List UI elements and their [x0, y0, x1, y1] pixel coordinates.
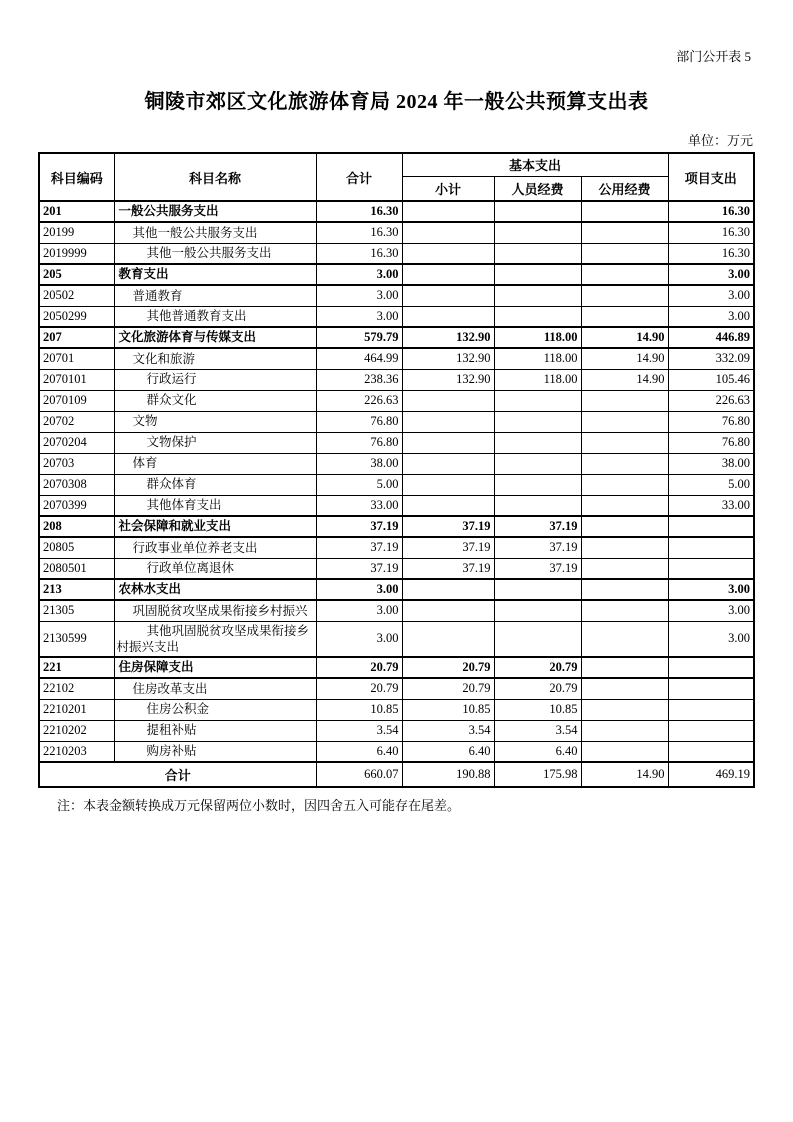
total-cell: 38.00 [316, 453, 402, 474]
code-cell: 201 [39, 201, 114, 222]
table-header [39, 153, 754, 201]
personnel-cell: 20.79 [494, 657, 581, 678]
public-cell: 14.90 [581, 348, 668, 369]
table-row [39, 306, 754, 327]
subtotal-cell [402, 600, 494, 621]
name-cell: 群众体育 [114, 474, 316, 495]
table-row [39, 264, 754, 285]
public-cell [581, 657, 668, 678]
subtotal-cell [402, 243, 494, 264]
project-cell: 33.00 [668, 495, 754, 516]
subtotal-cell: 132.90 [402, 369, 494, 390]
personnel-cell [494, 621, 581, 657]
public-cell [581, 201, 668, 222]
subtotal-cell [402, 579, 494, 600]
table-row [39, 558, 754, 579]
table-row [39, 600, 754, 621]
project-cell [668, 558, 754, 579]
name-cell: 文物保护 [114, 432, 316, 453]
project-cell [668, 516, 754, 537]
code-cell: 207 [39, 327, 114, 348]
subtotal-cell [402, 390, 494, 411]
name-cell: 其他一般公共服务支出 [114, 243, 316, 264]
code-cell: 2070101 [39, 369, 114, 390]
name-cell: 群众文化 [114, 390, 316, 411]
code-cell: 213 [39, 579, 114, 600]
name-cell: 文化和旅游 [114, 348, 316, 369]
subtotal-cell: 3.54 [402, 720, 494, 741]
code-cell: 2070399 [39, 495, 114, 516]
project-cell: 16.30 [668, 201, 754, 222]
table-row [39, 369, 754, 390]
public-cell [581, 516, 668, 537]
personnel-cell: 37.19 [494, 516, 581, 537]
project-cell: 332.09 [668, 348, 754, 369]
personnel-cell [494, 579, 581, 600]
public-cell [581, 411, 668, 432]
name-cell: 行政事业单位养老支出 [114, 537, 316, 558]
table-row [39, 621, 754, 657]
header-name: 科目名称 [114, 153, 316, 201]
unit-label: 单位：万元 [687, 133, 753, 148]
code-cell: 2210203 [39, 741, 114, 762]
subtotal-cell: 10.85 [402, 699, 494, 720]
project-cell [668, 741, 754, 762]
personnel-cell: 37.19 [494, 537, 581, 558]
header-project: 项目支出 [668, 153, 754, 201]
public-cell: 14.90 [581, 369, 668, 390]
name-cell: 住房改革支出 [114, 678, 316, 699]
table-row [39, 537, 754, 558]
public-cell [581, 600, 668, 621]
subtotal-cell [402, 432, 494, 453]
personnel-cell [494, 600, 581, 621]
total-cell: 76.80 [316, 411, 402, 432]
project-cell: 3.00 [668, 579, 754, 600]
total-cell: 5.00 [316, 474, 402, 495]
project-cell: 16.30 [668, 243, 754, 264]
public-cell [581, 474, 668, 495]
header-public: 公用经费 [581, 176, 668, 201]
table-row [39, 678, 754, 699]
table-row [39, 720, 754, 741]
public-cell [581, 453, 668, 474]
header-personnel: 人员经费 [494, 176, 581, 201]
project-cell [668, 678, 754, 699]
project-cell: 226.63 [668, 390, 754, 411]
project-cell: 76.80 [668, 411, 754, 432]
project-cell: 3.00 [668, 264, 754, 285]
header-total: 合计 [316, 153, 402, 201]
total-cell: 226.63 [316, 390, 402, 411]
project-cell: 3.00 [668, 306, 754, 327]
subtotal-cell [402, 264, 494, 285]
code-cell: 2070204 [39, 432, 114, 453]
table-row [39, 432, 754, 453]
header-basic-group: 基本支出 [402, 153, 668, 176]
table-row [39, 348, 754, 369]
table-footer [39, 762, 754, 787]
table-row [39, 453, 754, 474]
total-cell: 464.99 [316, 348, 402, 369]
total-cell: 20.79 [316, 678, 402, 699]
name-cell: 行政单位离退休 [114, 558, 316, 579]
project-cell: 3.00 [668, 600, 754, 621]
personnel-cell [494, 453, 581, 474]
public-cell [581, 432, 668, 453]
name-cell: 巩固脱贫攻坚成果衔接乡村振兴 [114, 600, 316, 621]
code-cell: 205 [39, 264, 114, 285]
code-cell: 2210202 [39, 720, 114, 741]
subtotal-cell: 6.40 [402, 741, 494, 762]
project-cell: 16.30 [668, 222, 754, 243]
name-cell: 文化旅游体育与传媒支出 [114, 327, 316, 348]
total-cell: 10.85 [316, 699, 402, 720]
project-cell [668, 537, 754, 558]
project-cell [668, 699, 754, 720]
public-cell [581, 558, 668, 579]
public-cell [581, 720, 668, 741]
subtotal-cell [402, 621, 494, 657]
table-row [39, 327, 754, 348]
name-cell: 住房公积金 [114, 699, 316, 720]
total-cell: 16.30 [316, 222, 402, 243]
header-row-1 [39, 153, 754, 176]
public-cell [581, 699, 668, 720]
table-row [39, 516, 754, 537]
name-cell: 普通教育 [114, 285, 316, 306]
total-cell: 37.19 [316, 558, 402, 579]
public-cell [581, 621, 668, 657]
subtotal-cell [402, 222, 494, 243]
subtotal-cell: 20.79 [402, 657, 494, 678]
table-row [39, 579, 754, 600]
code-cell: 2130599 [39, 621, 114, 657]
project-cell [668, 657, 754, 678]
footnote: 注：本表金额转换成万元保留两位小数时，因四舍五入可能存在尾差。 [57, 798, 461, 813]
total-cell: 3.00 [316, 621, 402, 657]
total-cell: 3.00 [316, 600, 402, 621]
public-cell: 14.90 [581, 327, 668, 348]
table-row [39, 222, 754, 243]
table-row [39, 474, 754, 495]
project-cell: 3.00 [668, 285, 754, 306]
table-row [39, 699, 754, 720]
total-row [39, 762, 754, 787]
code-cell: 2050299 [39, 306, 114, 327]
total-cell: 3.00 [316, 306, 402, 327]
public-cell [581, 390, 668, 411]
personnel-cell: 37.19 [494, 558, 581, 579]
personnel-cell [494, 306, 581, 327]
project-cell: 38.00 [668, 453, 754, 474]
code-cell: 20502 [39, 285, 114, 306]
page-title: 铜陵市郊区文化旅游体育局 2024 年一般公共预算支出表 [144, 91, 649, 113]
subtotal-cell: 37.19 [402, 516, 494, 537]
total-cell: 20.79 [316, 657, 402, 678]
table-row [39, 411, 754, 432]
subtotal-cell [402, 285, 494, 306]
subtotal-cell [402, 411, 494, 432]
code-cell: 20199 [39, 222, 114, 243]
name-cell: 体育 [114, 453, 316, 474]
project-cell: 5.00 [668, 474, 754, 495]
personnel-cell: 175.98 [494, 762, 581, 787]
subtotal-cell: 20.79 [402, 678, 494, 699]
code-cell: 208 [39, 516, 114, 537]
code-cell: 2019999 [39, 243, 114, 264]
personnel-cell [494, 243, 581, 264]
personnel-cell [494, 264, 581, 285]
code-cell: 20703 [39, 453, 114, 474]
code-cell: 2070308 [39, 474, 114, 495]
name-cell: 一般公共服务支出 [114, 201, 316, 222]
total-cell: 3.00 [316, 579, 402, 600]
code-cell: 20702 [39, 411, 114, 432]
total-cell: 3.54 [316, 720, 402, 741]
subtotal-cell [402, 306, 494, 327]
total-cell: 579.79 [316, 327, 402, 348]
subtotal-cell: 132.90 [402, 327, 494, 348]
code-cell: 20701 [39, 348, 114, 369]
total-cell: 16.30 [316, 243, 402, 264]
header-basic-subtotal: 小计 [402, 176, 494, 201]
project-cell: 469.19 [668, 762, 754, 787]
table-row [39, 741, 754, 762]
public-cell [581, 264, 668, 285]
project-cell: 76.80 [668, 432, 754, 453]
table-row [39, 657, 754, 678]
public-cell [581, 579, 668, 600]
project-cell: 3.00 [668, 621, 754, 657]
total-cell: 238.36 [316, 369, 402, 390]
personnel-cell [494, 222, 581, 243]
total-cell: 6.40 [316, 741, 402, 762]
personnel-cell [494, 201, 581, 222]
project-cell: 446.89 [668, 327, 754, 348]
total-cell: 37.19 [316, 516, 402, 537]
budget-table [38, 152, 755, 788]
public-cell [581, 495, 668, 516]
public-cell [581, 537, 668, 558]
personnel-cell: 118.00 [494, 348, 581, 369]
table-row [39, 495, 754, 516]
personnel-cell: 3.54 [494, 720, 581, 741]
project-cell: 105.46 [668, 369, 754, 390]
subtotal-cell [402, 201, 494, 222]
name-cell: 其他一般公共服务支出 [114, 222, 316, 243]
personnel-cell: 118.00 [494, 327, 581, 348]
name-cell: 教育支出 [114, 264, 316, 285]
table-row [39, 201, 754, 222]
code-cell: 20805 [39, 537, 114, 558]
name-cell: 住房保障支出 [114, 657, 316, 678]
personnel-cell: 20.79 [494, 678, 581, 699]
total-cell: 33.00 [316, 495, 402, 516]
personnel-cell [494, 432, 581, 453]
public-cell: 14.90 [581, 762, 668, 787]
code-cell: 2080501 [39, 558, 114, 579]
personnel-cell [494, 285, 581, 306]
name-cell: 行政运行 [114, 369, 316, 390]
name-cell: 其他体育支出 [114, 495, 316, 516]
subtotal-cell: 37.19 [402, 558, 494, 579]
name-cell: 其他巩固脱贫攻坚成果衔接乡村振兴支出 [114, 621, 316, 657]
code-cell: 2070109 [39, 390, 114, 411]
header-code: 科目编码 [39, 153, 114, 201]
subtotal-cell [402, 453, 494, 474]
total-label-cell: 合计 [39, 762, 316, 787]
code-cell: 21305 [39, 600, 114, 621]
public-cell [581, 306, 668, 327]
total-cell: 3.00 [316, 264, 402, 285]
public-cell [581, 678, 668, 699]
total-cell: 76.80 [316, 432, 402, 453]
name-cell: 购房补贴 [114, 741, 316, 762]
code-cell: 22102 [39, 678, 114, 699]
doc-label: 部门公开表 5 [676, 49, 751, 64]
name-cell: 提租补贴 [114, 720, 316, 741]
code-cell: 221 [39, 657, 114, 678]
total-cell: 3.00 [316, 285, 402, 306]
table-row [39, 285, 754, 306]
project-cell [668, 720, 754, 741]
public-cell [581, 222, 668, 243]
total-cell: 37.19 [316, 537, 402, 558]
name-cell: 其他普通教育支出 [114, 306, 316, 327]
personnel-cell [494, 390, 581, 411]
public-cell [581, 741, 668, 762]
personnel-cell [494, 495, 581, 516]
table-body [39, 201, 754, 762]
subtotal-cell [402, 495, 494, 516]
personnel-cell [494, 411, 581, 432]
subtotal-cell: 37.19 [402, 537, 494, 558]
code-cell: 2210201 [39, 699, 114, 720]
subtotal-cell: 190.88 [402, 762, 494, 787]
personnel-cell: 118.00 [494, 369, 581, 390]
name-cell: 文物 [114, 411, 316, 432]
table-row [39, 390, 754, 411]
subtotal-cell: 132.90 [402, 348, 494, 369]
name-cell: 农林水支出 [114, 579, 316, 600]
personnel-cell: 10.85 [494, 699, 581, 720]
personnel-cell [494, 474, 581, 495]
public-cell [581, 285, 668, 306]
subtotal-cell [402, 474, 494, 495]
table-row [39, 243, 754, 264]
personnel-cell: 6.40 [494, 741, 581, 762]
total-cell: 16.30 [316, 201, 402, 222]
public-cell [581, 243, 668, 264]
name-cell: 社会保障和就业支出 [114, 516, 316, 537]
total-cell: 660.07 [316, 762, 402, 787]
